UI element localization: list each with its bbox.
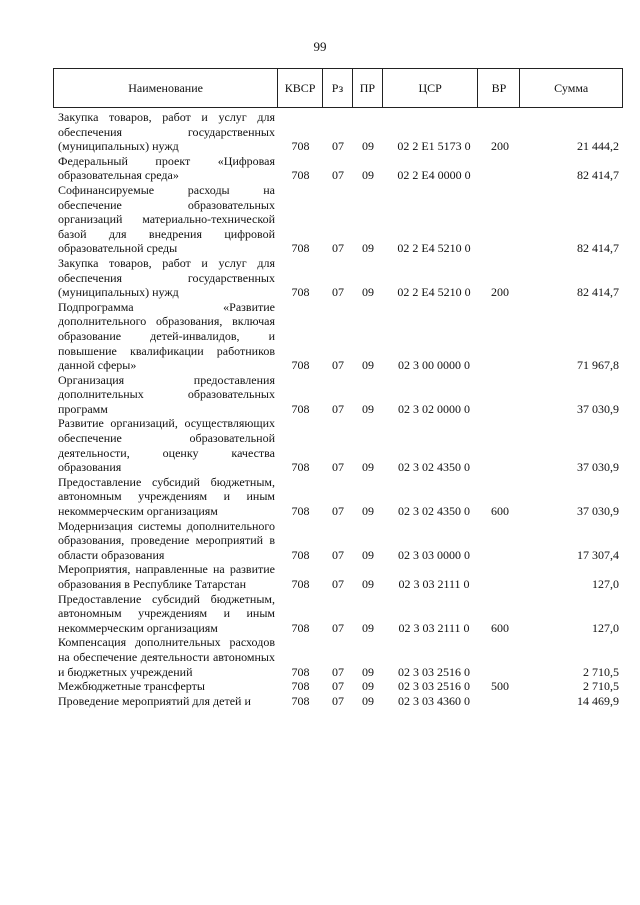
row-rz: 07	[332, 358, 344, 373]
table-row	[53, 300, 623, 373]
row-rz: 07	[332, 460, 344, 475]
row-kvsr: 708	[291, 285, 310, 300]
row-csr: 02 3 03 4360 0	[398, 693, 470, 708]
table-row	[53, 635, 623, 679]
row-pr: 09	[362, 693, 374, 708]
table-row	[53, 694, 623, 709]
row-name: Развитие организаций, осуществляющих обеспечение образовательной деятельности, оценку качества образования	[58, 416, 275, 475]
row-csr: 02 2 E4 0000 0	[397, 168, 471, 183]
row-name: Закупка товаров, работ и услуг для обеспечения государственных (муниципальных) нужд	[58, 255, 275, 300]
row-sum: 127,0	[592, 620, 619, 635]
table-row	[53, 256, 623, 300]
row-pr: 09	[362, 285, 374, 300]
row-csr: 02 3 02 0000 0	[398, 401, 470, 416]
table-row	[53, 373, 623, 417]
row-sum: 17 307,4	[577, 547, 619, 562]
row-vr: 600	[491, 504, 509, 519]
row-name: Подпрограмма «Развитие дополнительного образования, включая образование детей-инвалидов, и повышение квалификации работников данной сферы»	[58, 299, 275, 373]
row-kvsr: 708	[291, 504, 310, 519]
row-csr: 02 3 03 2516 0	[398, 679, 470, 694]
row-kvsr: 708	[291, 168, 310, 183]
row-rz: 07	[332, 504, 344, 519]
row-csr: 02 3 02 4350 0	[398, 504, 470, 519]
row-name: Модернизация системы дополнительного образования, проведение мероприятий в области образования	[58, 518, 275, 562]
row-pr: 09	[362, 664, 374, 679]
row-rz: 07	[332, 139, 344, 154]
row-sum: 14 469,9	[577, 693, 619, 708]
row-csr: 02 2 E4 5210 0	[397, 241, 471, 256]
table-row	[53, 154, 623, 183]
row-rz: 07	[332, 168, 344, 183]
header-pr: ПР	[353, 69, 383, 107]
row-rz: 07	[332, 679, 344, 694]
row-rz: 07	[332, 620, 344, 635]
table-body	[53, 110, 623, 708]
row-pr: 09	[362, 620, 374, 635]
row-pr: 09	[362, 358, 374, 373]
row-kvsr: 708	[291, 241, 310, 256]
row-rz: 07	[332, 693, 344, 708]
row-csr: 02 3 03 2111 0	[398, 577, 470, 591]
row-vr: 500	[491, 679, 509, 694]
row-pr: 09	[362, 460, 374, 475]
row-kvsr: 708	[291, 577, 310, 591]
row-sum: 82 414,7	[577, 285, 619, 300]
row-pr: 09	[362, 504, 374, 519]
row-rz: 07	[332, 401, 344, 416]
page-number: 99	[313, 39, 327, 54]
row-sum: 37 030,9	[577, 504, 619, 519]
row-vr: 200	[491, 139, 509, 154]
header-sum: Сумма	[554, 80, 589, 95]
row-kvsr: 708	[291, 620, 310, 635]
row-csr: 02 3 03 0000 0	[398, 547, 470, 562]
row-pr: 09	[362, 547, 374, 562]
row-vr: 200	[491, 285, 509, 300]
row-rz: 07	[332, 241, 344, 256]
row-name: Межбюджетные трансферты	[58, 679, 205, 694]
table-row	[53, 679, 623, 694]
row-vr: 600	[491, 620, 509, 635]
row-name: Закупка товаров, работ и услуг для обеспечения государственных (муниципальных) нужд	[58, 110, 275, 154]
row-sum: 37 030,9	[577, 460, 619, 475]
row-name: Мероприятия, направленные на развитие образования в Республике Татарстан	[58, 562, 275, 591]
table-row	[53, 519, 623, 563]
row-csr: 02 3 00 0000 0	[398, 358, 470, 373]
row-kvsr: 708	[291, 679, 310, 694]
row-sum: 82 414,7	[577, 168, 619, 183]
row-kvsr: 708	[291, 358, 310, 373]
row-sum: 82 414,7	[577, 241, 619, 256]
row-kvsr: 708	[291, 693, 310, 708]
row-csr: 02 3 02 4350 0	[398, 460, 470, 475]
row-sum: 127,0	[592, 577, 619, 591]
row-name: Предоставление субсидий бюджетным, автономным учреждениям и иным некоммерческим организациям	[58, 474, 275, 519]
row-pr: 09	[362, 679, 374, 694]
table-row	[53, 562, 623, 591]
row-pr: 09	[362, 168, 374, 183]
row-name: Проведение мероприятий для детей и	[58, 693, 251, 708]
header-rz: Рз	[323, 69, 353, 107]
row-pr: 09	[362, 401, 374, 416]
row-kvsr: 708	[291, 547, 310, 562]
row-csr: 02 2 E4 5210 0	[397, 285, 471, 300]
row-rz: 07	[332, 285, 344, 300]
row-name: Компенсация дополнительных расходов на обеспечение деятельности автономных и бюджетных учреждений	[58, 635, 275, 679]
row-csr: 02 3 03 2516 0	[398, 664, 470, 679]
row-csr: 02 2 E1 5173 0	[397, 139, 471, 154]
row-pr: 09	[362, 577, 374, 591]
row-pr: 09	[362, 241, 374, 256]
row-kvsr: 708	[291, 139, 310, 154]
row-kvsr: 708	[291, 401, 310, 416]
row-rz: 07	[332, 577, 344, 591]
row-csr: 02 3 03 2111 0	[398, 620, 470, 635]
header-vr: ВР	[478, 69, 520, 107]
row-name: Федеральный проект «Цифровая образовательная среда»	[58, 153, 275, 183]
row-rz: 07	[332, 664, 344, 679]
row-sum: 2 710,5	[583, 679, 619, 694]
table-row	[53, 416, 623, 474]
row-kvsr: 708	[291, 664, 310, 679]
row-sum: 71 967,8	[577, 358, 619, 373]
header-csr: ЦСР	[383, 69, 479, 107]
table-row	[53, 475, 623, 519]
table-row	[53, 183, 623, 256]
header-kvsr: КВСР	[278, 69, 323, 107]
row-sum: 21 444,2	[577, 139, 619, 154]
row-rz: 07	[332, 547, 344, 562]
table-header	[53, 68, 623, 108]
row-pr: 09	[362, 139, 374, 154]
table-row	[53, 592, 623, 636]
header-name: Наименование	[54, 69, 278, 107]
row-name: Предоставление субсидий бюджетным, автономным учреждениям и иным некоммерческим организациям	[58, 591, 275, 635]
table-row	[53, 110, 623, 154]
row-name: Софинансируемые расходы на обеспечение образовательных организаций материально-технической базой для внедрения цифровой образовательной среды	[58, 182, 275, 256]
row-sum: 37 030,9	[577, 401, 619, 416]
row-name: Организация предоставления дополнительных образовательных программ	[58, 372, 275, 416]
row-kvsr: 708	[291, 460, 310, 475]
row-sum: 2 710,5	[583, 664, 619, 679]
